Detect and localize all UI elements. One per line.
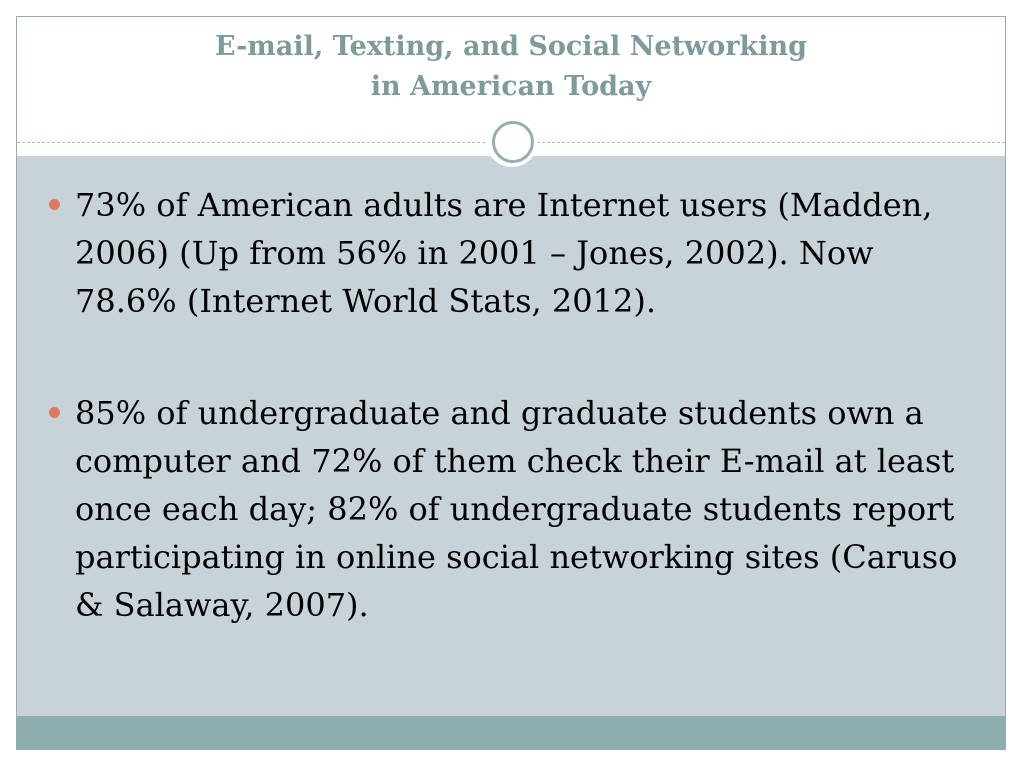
ring-ornament-icon: [486, 115, 538, 167]
footer-bar: [17, 716, 1005, 750]
bullet-dot-icon: [49, 199, 60, 210]
bullet-text: 85% of undergraduate and graduate students own a computer and 72% of them check their E-mail at least once each day; 82% of undergraduate students report participating in online social networking sites (Caruso & Salaway, 2007).: [75, 394, 958, 624]
slide-title-line-1: E-mail, Texting, and Social Networking: [214, 31, 807, 62]
bullet-item-students: [17, 389, 1005, 629]
bullet-item-internet-users: [17, 181, 1005, 325]
slide-title: [17, 17, 1005, 107]
slide-title-line-2: in American Today: [370, 71, 652, 102]
bullet-list: [17, 181, 1005, 629]
ring-ornament-inner: [492, 121, 534, 163]
bullet-dot-icon: [49, 407, 60, 418]
bullet-text: 73% of American adults are Internet users (Madden, 2006) (Up from 56% in 2001 – Jones, 2002). Now 78.6% (Internet World Stats, 2012).: [75, 186, 933, 320]
slide: [16, 16, 1006, 750]
